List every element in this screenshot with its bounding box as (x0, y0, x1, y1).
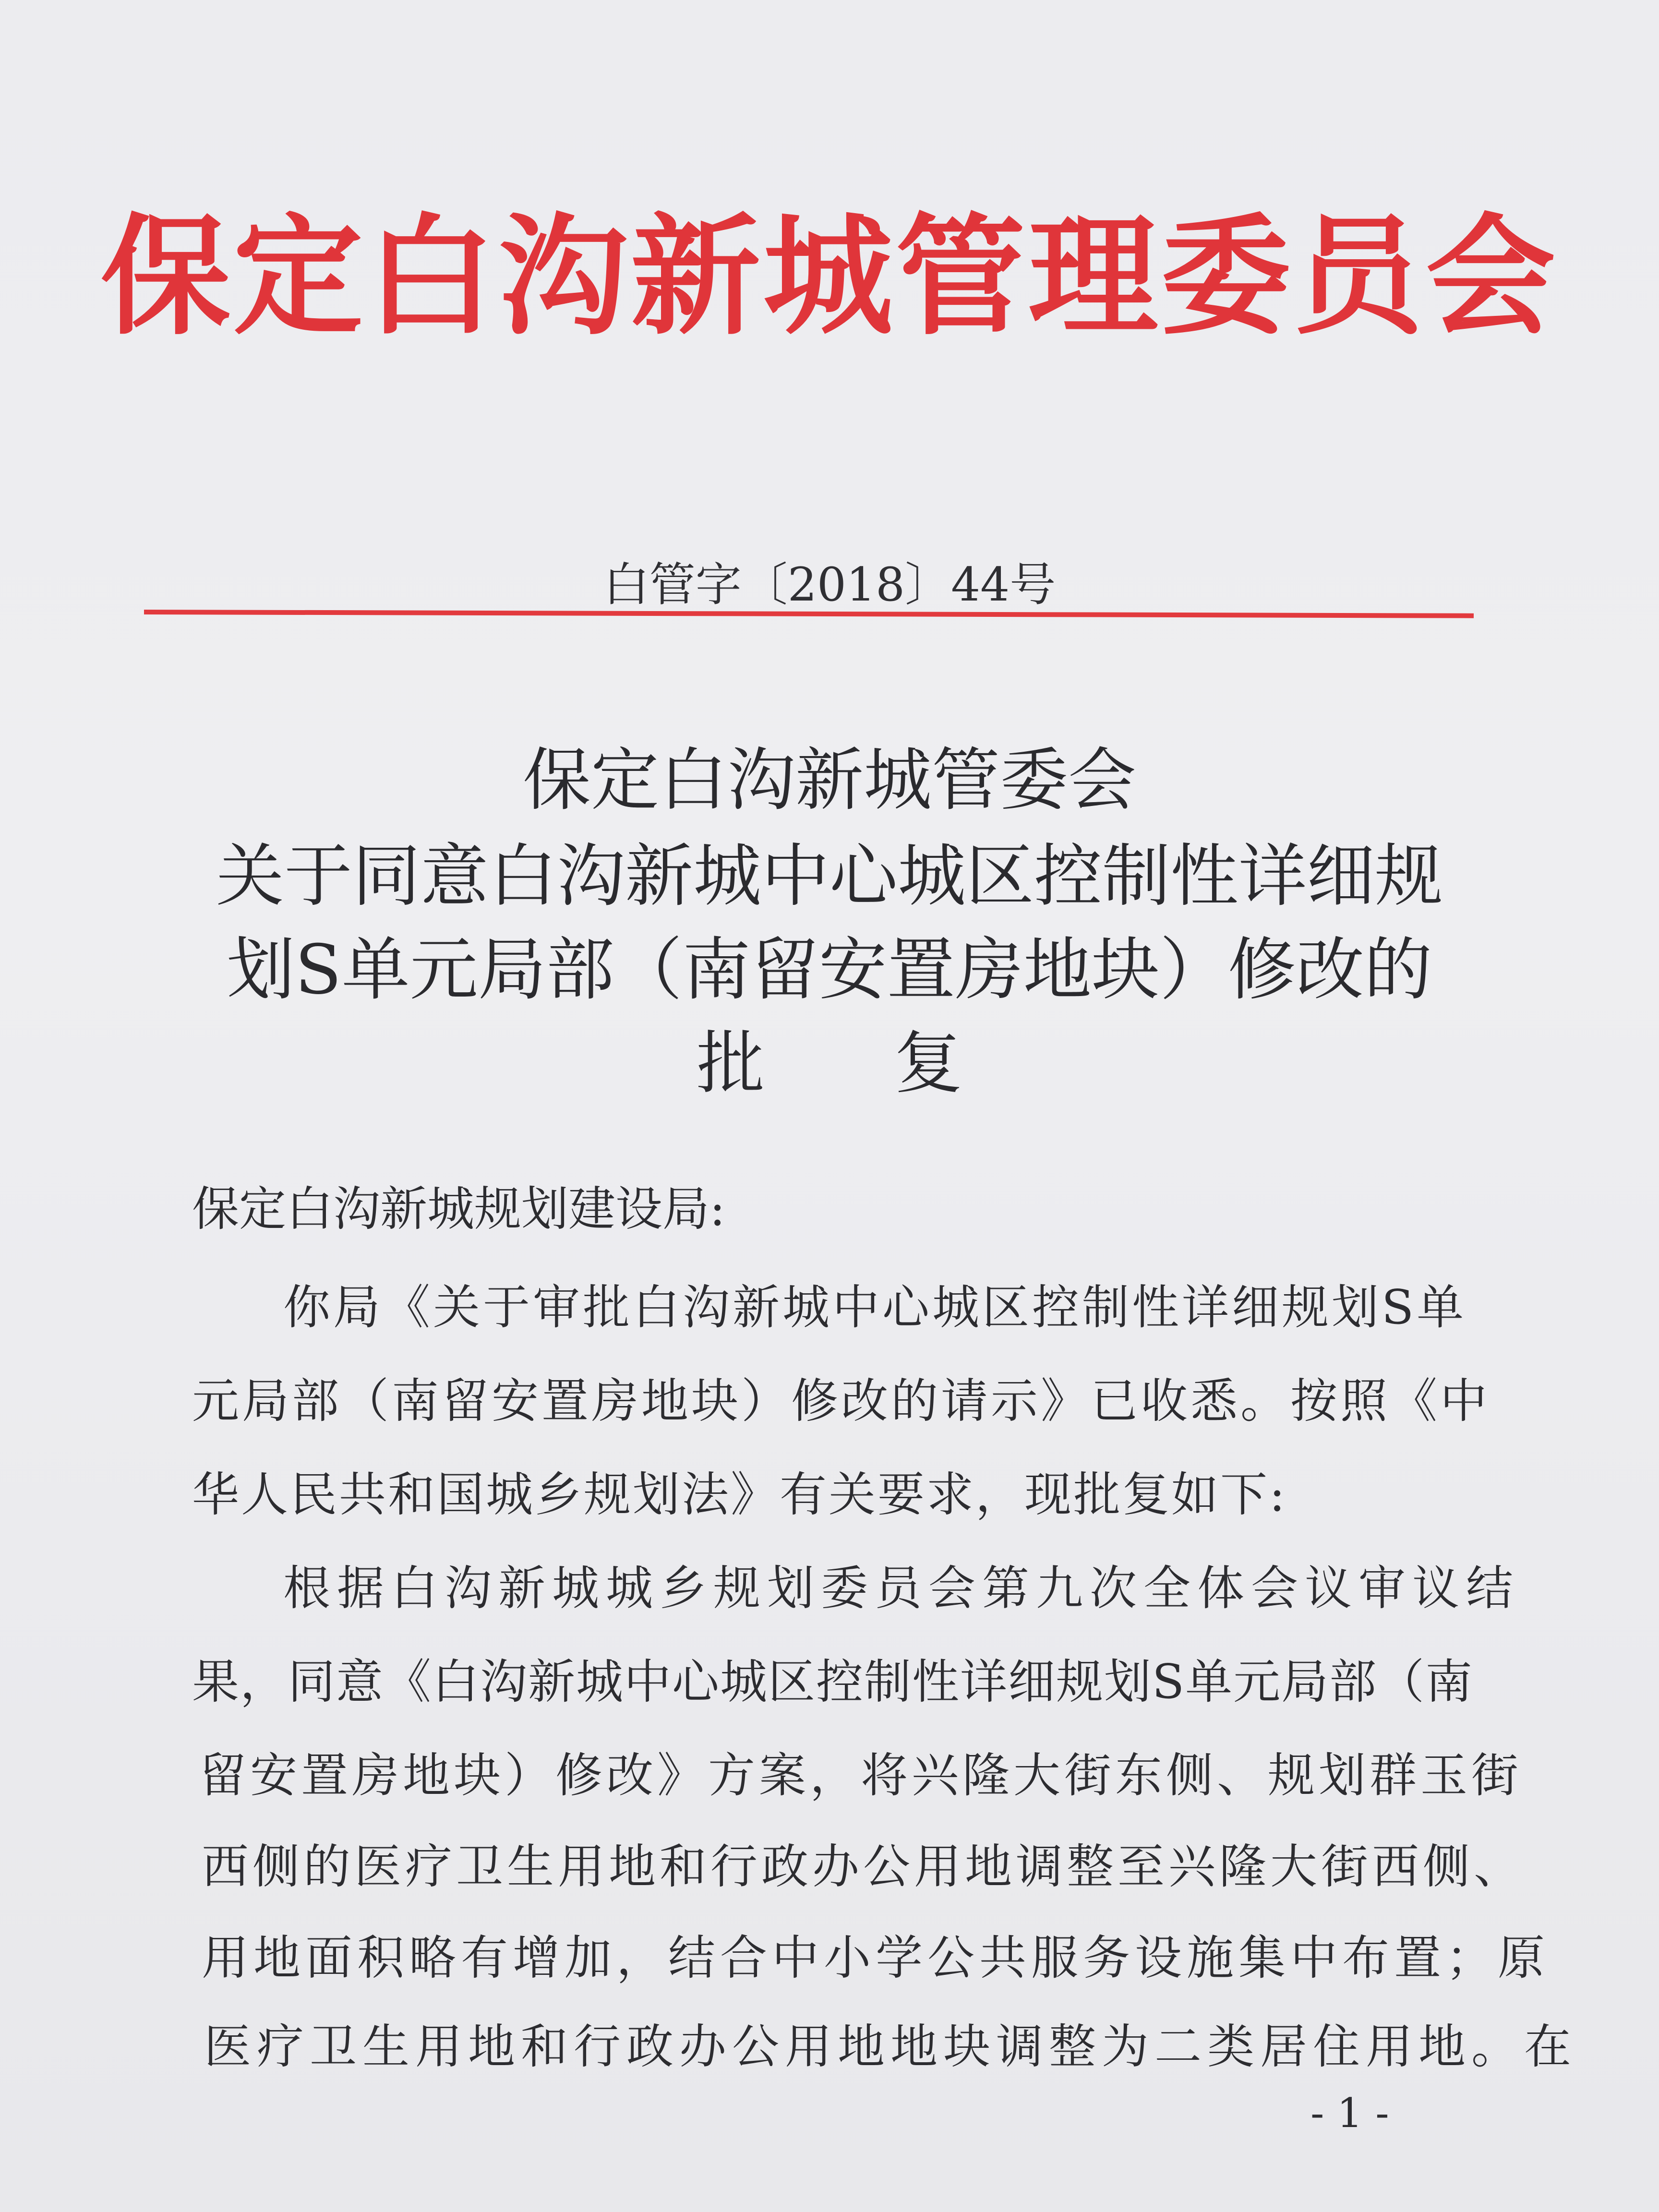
title-line-4: 批复 (697, 1024, 1092, 1103)
page-number: - 1 - (1310, 2090, 1389, 2137)
body-line: 果，同意《白沟新城中心城区控制性详细规划S单元局部（南 (192, 1655, 1474, 1709)
body-line: 用地面积略有增加，结合中小学公共服务设施集中布置；原 (202, 1931, 1550, 1985)
addressee: 保定白沟新城规划建设局: (192, 1182, 726, 1237)
body-line: 西侧的医疗卫生用地和行政办公用地调整至兴隆大街西侧、 (202, 1839, 1525, 1894)
body-line: 元局部（南留安置房地块）修改的请示》已收悉。按照《中 (192, 1374, 1491, 1429)
body-line: 医疗卫生用地和行政办公用地地块调整为二类居住用地。在 (204, 2020, 1577, 2074)
document-number: 白管字〔2018〕44号 (603, 558, 1056, 612)
title-line-3: 划S单元局部（南留安置房地块）修改的 (227, 930, 1432, 1010)
body-line: 留安置房地块）修改》方案，将兴隆大街东侧、规划群玉街 (199, 1748, 1523, 1803)
body-line: 华人民共和国城乡规划法》有关要求，现批复如下: (192, 1467, 1287, 1522)
issuer-masthead: 保定白沟新城管理委员会 (101, 200, 1558, 352)
title-line-2: 关于同意白沟新城中心城区控制性详细规 (216, 837, 1443, 916)
body-line: 你局《关于审批白沟新城中心城区控制性详细规划S单 (283, 1280, 1467, 1335)
title-line-1: 保定白沟新城管委会 (523, 741, 1136, 820)
body-line: 根据白沟新城城乡规划委员会第九次全体会议审议结 (283, 1561, 1520, 1616)
